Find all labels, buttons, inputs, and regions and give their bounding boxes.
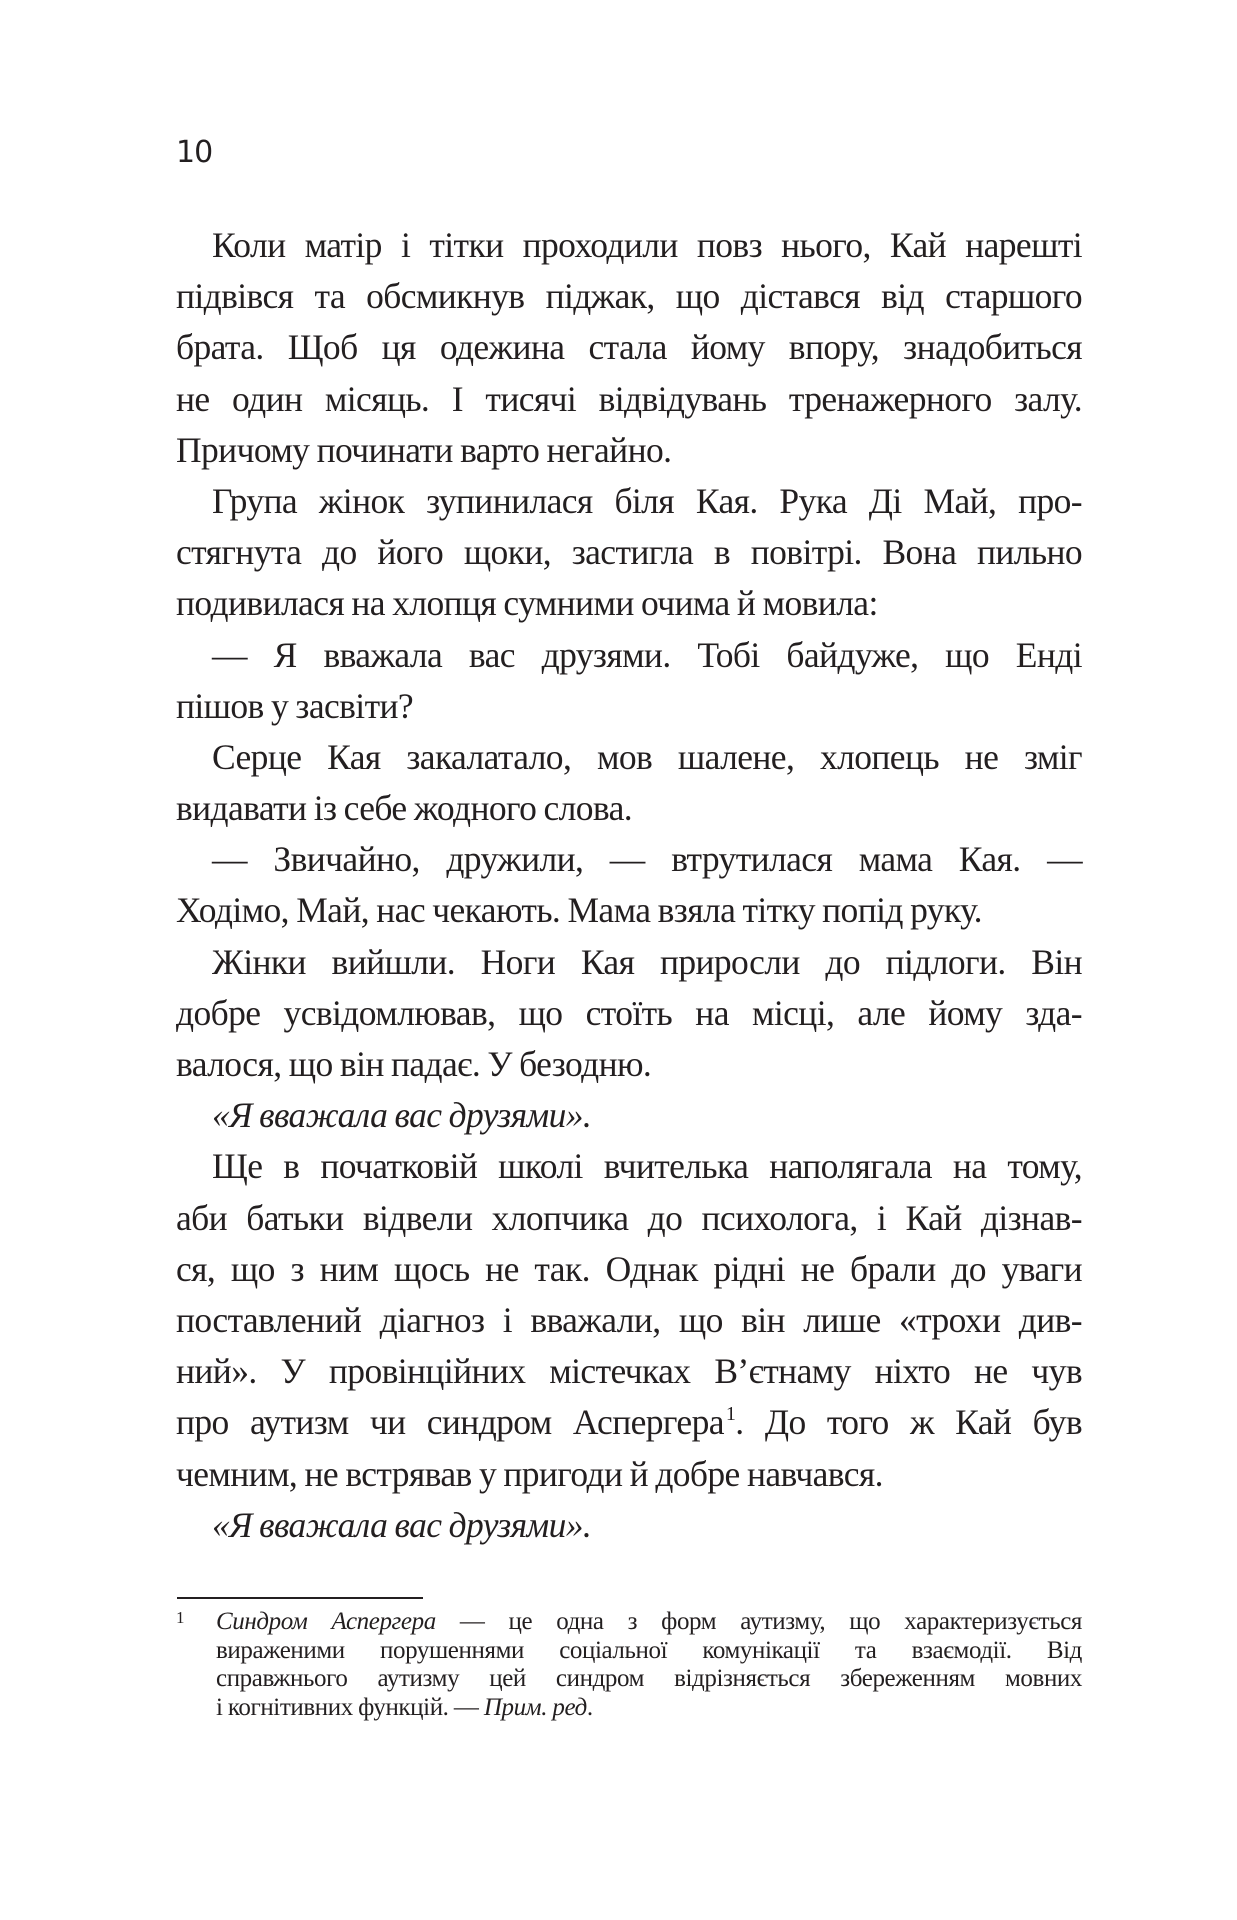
footnote-line: вираженими порушеннями соціальної комунікації та взаємодії. Від: [216, 1636, 1082, 1664]
italic-quote: «Я вважала вас друзями».: [212, 1095, 592, 1136]
text-line: — Звичайно, дружили, — втрутилася мама Кая. —: [212, 839, 1082, 880]
text-line: пішов у засвіти?: [176, 685, 414, 726]
text-line: добре усвідомлював, що стоїть на місці, але йому зда-: [176, 992, 1082, 1033]
body-text: [176, 220, 1082, 1551]
footnote-reference[interactable]: 1: [725, 1403, 736, 1426]
text-line: не один місяць. І тисячі відвідувань тренажерного залу.: [176, 378, 1082, 419]
text-line: Серце Кая закалатало, мов шалене, хлопець не зміг: [212, 736, 1082, 777]
footnote-divider: [177, 1597, 423, 1599]
footnote-line: справжнього аутизму цей синдром відрізняється збереженням мовних: [216, 1665, 1082, 1692]
text-line: підвівся та обсмикнув піджак, що дістався від старшого: [176, 276, 1082, 317]
footnote-line: Синдром Аспергера — це одна з форм аутизму, що характеризується: [216, 1608, 1082, 1635]
text-line: поставлений діагноз і вважали, що він лише «трохи див-: [176, 1299, 1082, 1340]
text-line: Ходімо, Май, нас чекають. Мама взяла тітку попід руку.: [176, 890, 982, 931]
editor-note: Прим. ред: [483, 1693, 587, 1721]
text-line: брата. Щоб ця одежина стала йому впору, знадобиться: [176, 327, 1082, 368]
text-line: видавати із себе жодного слова.: [176, 788, 633, 829]
text-line: Ще в початковій школі вчителька наполягала на тому,: [212, 1146, 1082, 1187]
text-line: ний». У провінційних містечках В’єтнаму ніхто не чув: [176, 1351, 1082, 1392]
page-number: 10: [176, 135, 213, 170]
text-line: ся, що з ним щось не так. Однак рідні не брали до уваги: [176, 1248, 1082, 1289]
footnote-body: [216, 1608, 1082, 1722]
text-line: — Я вважала вас друзями. Тобі байдуже, що Енді: [212, 634, 1082, 675]
footnote-term: Синдром Аспергера: [216, 1608, 436, 1635]
footnote-line: і когнітивних функцій. — Прим. ред.: [216, 1693, 593, 1721]
text-line: Група жінок зупинилася біля Кая. Рука Ді Май, про-: [212, 480, 1082, 521]
text-line: аби батьки відвели хлопчика до психолога, і Кай дізнав-: [176, 1197, 1082, 1238]
italic-quote: «Я вважала вас друзями».: [212, 1504, 592, 1545]
text-line: Коли матір і тітки проходили повз нього, Кай нарешті: [212, 225, 1082, 265]
text-line: подивилася на хлопця сумними очима й мовила:: [176, 583, 878, 624]
text-line: стягнута до його щоки, застигла в повітрі. Вона пильно: [176, 532, 1082, 573]
text-line: Жінки вийшли. Ноги Кая приросли до підлоги. Він: [212, 941, 1082, 982]
footnote-number: 1: [176, 1608, 185, 1627]
text-line: Причому починати варто негайно.: [176, 429, 672, 470]
text-line: валося, що він падає. У безодню.: [176, 1044, 652, 1084]
text-line: чемним, не встрявав у пригоди й добре навчався.: [176, 1453, 883, 1494]
text-line: про аутизм чи синдром Аспергера $^1$. До того ж Кай був: [176, 1402, 1082, 1443]
footnote: [176, 1608, 1082, 1722]
